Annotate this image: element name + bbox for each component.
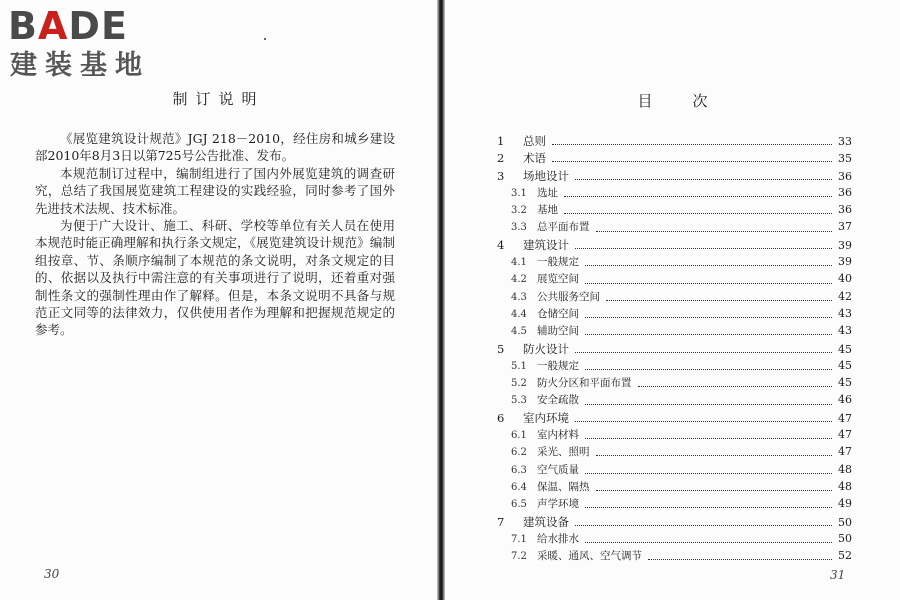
- toc-entry[interactable]: [497, 375, 852, 392]
- toc-entry-title: 术语: [523, 151, 546, 166]
- toc-entry-title: 一般规定: [537, 359, 579, 372]
- toc-entry[interactable]: [497, 219, 852, 236]
- toc-entry[interactable]: [497, 496, 852, 513]
- toc-entry-page: 46: [838, 393, 852, 407]
- toc-dot-leader: [575, 421, 832, 422]
- toc-dot-leader: [585, 317, 832, 318]
- toc-entry-page: 39: [838, 255, 852, 269]
- toc-entry-number: 6.2: [511, 447, 527, 459]
- left-page-title: 制订说明: [172, 90, 265, 108]
- toc-entry-title: 给水排水: [537, 532, 579, 545]
- toc-entry[interactable]: [497, 306, 852, 323]
- toc-entry-title: 室内材料: [537, 429, 579, 442]
- toc-entry[interactable]: [497, 254, 852, 271]
- toc-entry[interactable]: [497, 185, 852, 202]
- right-page: [445, 0, 900, 600]
- toc-dot-leader: [596, 231, 833, 232]
- toc-entry-number: 5.1: [511, 360, 527, 372]
- toc-entry-title: 总平面布置: [537, 221, 590, 234]
- toc-entry-number: 4.1: [511, 257, 527, 269]
- toc-entry-title: 声学环境: [537, 498, 579, 511]
- left-page-body: [35, 130, 395, 339]
- toc-entry-number: 4.3: [511, 291, 527, 303]
- toc-entry-page: 48: [838, 462, 852, 476]
- toc-entry-number: 6.1: [511, 430, 527, 442]
- toc-entry-number: 3.1: [511, 187, 527, 199]
- toc-entry-title: 公共服务空间: [537, 290, 600, 303]
- toc-entry-page: 42: [838, 289, 852, 303]
- toc-entry[interactable]: [497, 150, 852, 167]
- toc-dot-leader: [575, 352, 832, 353]
- toc-entry[interactable]: [497, 323, 852, 340]
- toc-title: 目次: [637, 92, 748, 110]
- toc-entry-title: 选址: [537, 186, 558, 199]
- toc-entry-page: 39: [838, 238, 852, 252]
- ink-speck: [264, 38, 266, 40]
- toc-dot-leader: [564, 213, 832, 214]
- toc-entry-title: 建筑设计: [523, 237, 569, 252]
- toc-dot-leader: [585, 283, 832, 284]
- toc-entry-page: 47: [838, 428, 852, 442]
- toc-entry-number: 3.3: [511, 222, 527, 234]
- toc-dot-leader: [585, 369, 832, 370]
- toc-entry-number: 5.3: [511, 395, 527, 407]
- toc-dot-leader: [575, 525, 832, 526]
- toc-entry-page: 49: [838, 497, 852, 511]
- toc-dot-leader: [575, 179, 832, 180]
- toc-entry-page: 40: [838, 272, 852, 286]
- toc-entry-page: 47: [838, 411, 852, 425]
- toc-entry-number: 2: [497, 151, 505, 166]
- toc-entry[interactable]: [497, 548, 852, 565]
- toc-dot-leader: [585, 542, 832, 543]
- toc-dot-leader: [552, 144, 832, 145]
- toc-entry-page: 52: [838, 549, 852, 563]
- toc-entry-title: 采光、照明: [537, 446, 590, 459]
- toc-dot-leader: [606, 300, 832, 301]
- paragraph: 为便于广大设计、施工、科研、学校等单位有关人员在使用本规范时能正确理解和执行条文规定，《展览建筑设计规范》编制组按章、节、条顺序编制了本规范的条文说明，对条文规定的目的、依据以及执行中需注意的有关事项进行了说明，还着重对强制性条文的强制性理由作了解释。但是，本条文说明不具备与规范正文同等的法律效力，仅供使用者作为理解和把握规范规定的参考。: [35, 218, 395, 338]
- toc-dot-leader: [585, 473, 832, 474]
- paragraph: 《展览建筑设计规范》JGJ 218－2010，经住房和城乡建设部2010年8月3日以第725号公告批准、发布。: [35, 131, 395, 164]
- logo-subtitle: 建装基地: [10, 50, 150, 81]
- toc-entry-page: 47: [838, 445, 852, 459]
- toc-entry-page: 35: [838, 152, 852, 166]
- toc-entry-page: 43: [838, 306, 852, 320]
- toc-entry-number: 5: [497, 341, 505, 356]
- toc-entry[interactable]: [497, 479, 852, 496]
- bade-logo: [8, 6, 178, 84]
- toc-entry-number: 7: [497, 514, 505, 529]
- toc-entry-title: 一般规定: [537, 256, 579, 269]
- toc-dot-leader: [585, 404, 832, 405]
- toc-entry-title: 总则: [523, 134, 546, 148]
- toc-entry-title: 基地: [537, 204, 558, 217]
- right-page-number: 31: [830, 568, 846, 582]
- toc-entry[interactable]: [497, 237, 852, 254]
- toc-entry[interactable]: [497, 358, 852, 375]
- toc-entry-title: 场地设计: [523, 168, 569, 183]
- toc-entry-page: 50: [838, 531, 852, 545]
- toc-entry[interactable]: [497, 271, 852, 288]
- logo-brand: [8, 6, 128, 46]
- toc-entry-page: 45: [838, 342, 852, 356]
- toc-dot-leader: [585, 438, 832, 439]
- toc-entry-number: 4.4: [511, 308, 527, 320]
- book-gutter: [437, 0, 445, 600]
- toc-dot-leader: [596, 455, 833, 456]
- left-page: [0, 0, 437, 600]
- toc-entry-number: 7.2: [511, 551, 527, 563]
- toc-entry-number: 4: [497, 237, 505, 252]
- toc-entry-title: 采暖、通风、空气调节: [537, 550, 642, 563]
- toc-entry-title: 辅助空间: [537, 325, 579, 338]
- toc-dot-leader: [638, 386, 833, 387]
- toc-entry-page: 43: [838, 324, 852, 338]
- toc-entry-number: 4.5: [511, 326, 527, 338]
- toc-entry-title: 安全疏散: [537, 394, 579, 407]
- toc-entry-page: 45: [838, 358, 852, 372]
- toc-dot-leader: [575, 248, 832, 249]
- toc-entry[interactable]: [497, 392, 852, 409]
- toc-entry[interactable]: [497, 202, 852, 219]
- toc-entry-title: 防火分区和平面布置: [537, 377, 632, 390]
- toc-entry-title: 展览空间: [537, 273, 579, 286]
- toc-entry-number: 5.2: [511, 378, 527, 390]
- toc-entry-title: 室内环境: [523, 410, 569, 425]
- toc-entry-page: 45: [838, 376, 852, 390]
- toc-entry-page: 36: [838, 203, 852, 217]
- toc-entry-title: 仓储空间: [537, 307, 579, 320]
- toc-entry-title: 保温、隔热: [537, 480, 590, 493]
- toc-entry-page: 33: [838, 135, 852, 148]
- toc-entry-page: 37: [838, 220, 852, 234]
- paragraph: 本规范制订过程中，编制组进行了国内外展览建筑的调查研究，总结了我国展览建筑工程建设的实践经验，同时参考了国外先进技术法规、技术标准。: [35, 165, 395, 216]
- toc-entry[interactable]: [497, 289, 852, 306]
- table-of-contents: [497, 133, 852, 565]
- toc-entry-number: 1: [497, 134, 505, 148]
- toc-entry-page: 36: [838, 185, 852, 199]
- toc-entry[interactable]: [497, 168, 852, 185]
- toc-entry-number: 6.3: [511, 464, 527, 476]
- toc-entry-page: 50: [838, 515, 852, 529]
- toc-entry-number: 7.1: [511, 533, 527, 545]
- toc-entry[interactable]: [497, 444, 852, 461]
- toc-entry-number: 6: [497, 410, 505, 425]
- toc-entry-page: 36: [838, 169, 852, 183]
- left-page-number: 30: [44, 567, 60, 581]
- toc-entry[interactable]: [497, 341, 852, 358]
- toc-dot-leader: [585, 265, 832, 266]
- toc-entry-title: 建筑设备: [523, 514, 569, 529]
- toc-entry[interactable]: [497, 410, 852, 427]
- toc-dot-leader: [552, 161, 832, 162]
- toc-entry[interactable]: [497, 514, 852, 531]
- toc-entry-number: 3: [497, 168, 505, 183]
- toc-entry[interactable]: [497, 427, 852, 444]
- toc-dot-leader: [564, 196, 832, 197]
- toc-entry[interactable]: [497, 531, 852, 548]
- toc-entry-number: 6.4: [511, 481, 527, 493]
- toc-dot-leader: [585, 334, 832, 335]
- toc-entry-number: 3.2: [511, 205, 527, 217]
- logo-brand-text: BADE: [8, 4, 128, 48]
- toc-entry[interactable]: [497, 462, 852, 479]
- toc-entry-title: 防火设计: [523, 341, 569, 356]
- toc-entry-title: 空气质量: [537, 463, 579, 476]
- toc-entry-number: 4.2: [511, 274, 527, 286]
- toc-dot-leader: [648, 559, 832, 560]
- toc-entry[interactable]: [497, 133, 852, 150]
- toc-entry-page: 48: [838, 479, 852, 493]
- toc-dot-leader: [596, 490, 833, 491]
- toc-dot-leader: [585, 507, 832, 508]
- toc-entry-number: 6.5: [511, 499, 527, 511]
